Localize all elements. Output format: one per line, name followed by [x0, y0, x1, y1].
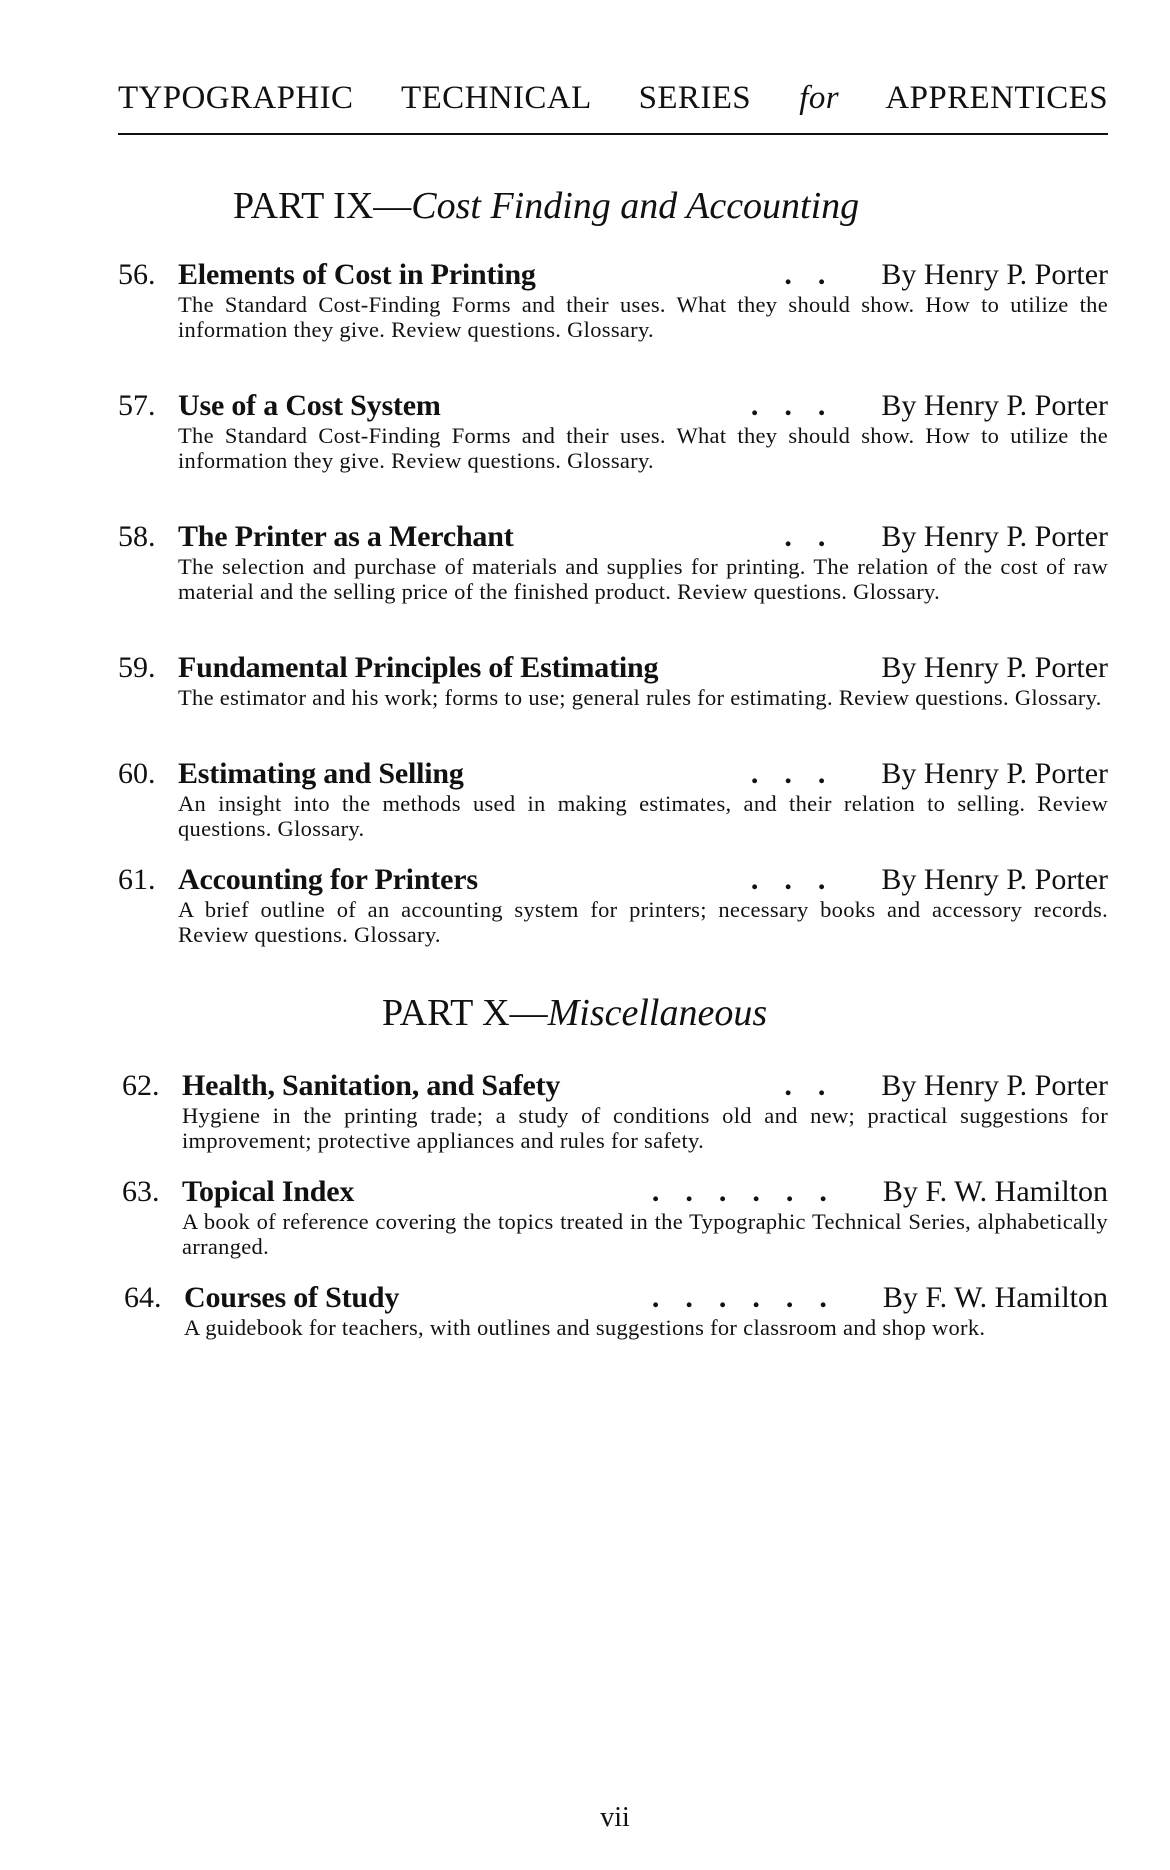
entry-57	[118, 389, 1108, 473]
leader-dots: ..	[784, 258, 852, 291]
entry-description: The Standard Cost-Finding Forms and their uses. What they should show. How to utilize the information they give. Review questions. Glossary.	[178, 423, 1108, 473]
leader-dots: ......	[651, 1175, 853, 1208]
entry-64	[124, 1281, 1108, 1340]
entry-author: By Henry P. Porter	[881, 1069, 1108, 1102]
entry-description: An insight into the methods used in making estimates, and their relation to selling. Review questions. Glossary.	[178, 791, 1108, 841]
part-x-heading	[382, 991, 767, 1035]
running-header	[118, 80, 1108, 117]
entry-number: 57.	[118, 389, 156, 422]
entry-number: 56.	[118, 258, 156, 291]
entry-62	[122, 1069, 1108, 1153]
entry-title: Use of a Cost System	[178, 389, 441, 422]
entry-author: By Henry P. Porter	[881, 389, 1108, 422]
header-rule	[118, 133, 1108, 135]
entry-description: A book of reference covering the topics treated in the Typographic Technical Series, alphabetically arranged.	[182, 1209, 1108, 1259]
entry-58	[118, 520, 1108, 604]
entry-number: 59.	[118, 651, 156, 684]
entry-author: By Henry P. Porter	[881, 520, 1108, 553]
entry-title: Health, Sanitation, and Safety	[182, 1069, 561, 1102]
leader-dots: ...	[750, 757, 852, 790]
entry-author: By Henry P. Porter	[881, 863, 1108, 896]
entry-description: The Standard Cost-Finding Forms and their uses. What they should show. How to utilize the information they give. Review questions. Glossary.	[178, 292, 1108, 342]
entry-number: 58.	[118, 520, 156, 553]
entry-description: A brief outline of an accounting system for printers; necessary books and accessory records. Review questions. Glossary.	[178, 897, 1108, 947]
entry-number: 64.	[124, 1281, 162, 1314]
entry-number: 60.	[118, 757, 156, 790]
entry-title: Estimating and Selling	[178, 757, 464, 790]
entry-title: Elements of Cost in Printing	[178, 258, 536, 291]
entry-description: Hygiene in the printing trade; a study of conditions old and new; practical suggestions for improvement; protective appliances and rules for safety.	[182, 1103, 1108, 1153]
part-ix-heading	[233, 184, 859, 228]
entry-title: Fundamental Principles of Estimating	[178, 651, 659, 684]
entry-author: By F. W. Hamilton	[882, 1175, 1108, 1208]
leader-dots: ..	[784, 1069, 852, 1102]
entry-author: By F. W. Hamilton	[882, 1281, 1108, 1314]
series-title-start: TYPOGRAPHIC TECHNICAL SERIES	[118, 80, 752, 116]
entry-title: Courses of Study	[184, 1281, 400, 1314]
page-number: vii	[600, 1802, 630, 1833]
series-title-end: APPRENTICES	[885, 80, 1108, 116]
entry-59	[118, 651, 1108, 710]
entry-title: Accounting for Printers	[178, 863, 478, 896]
part-x-label: PART X—	[382, 992, 548, 1034]
entry-63	[122, 1175, 1108, 1259]
entry-title: The Printer as a Merchant	[178, 520, 514, 553]
entry-description: The estimator and his work; forms to use; general rules for estimating. Review questions. Glossary.	[178, 685, 1102, 710]
leader-dots: ..	[784, 520, 852, 553]
entry-number: 62.	[122, 1069, 160, 1102]
part-ix-label: PART IX—	[233, 185, 412, 227]
entry-60	[118, 757, 1108, 841]
entry-description: A guidebook for teachers, with outlines and suggestions for classroom and shop work.	[184, 1315, 986, 1340]
part-x-subtitle: Miscellaneous	[547, 992, 768, 1034]
leader-dots: ......	[651, 1281, 853, 1314]
leader-dots: ...	[750, 863, 852, 896]
leader-dots: ...	[750, 389, 852, 422]
entry-author: By Henry P. Porter	[881, 651, 1108, 684]
entry-number: 61.	[118, 863, 156, 896]
series-title-for: for	[799, 80, 839, 116]
part-ix-subtitle: Cost Finding and Accounting	[411, 185, 860, 227]
entry-56	[118, 258, 1108, 342]
entry-description: The selection and purchase of materials and supplies for printing. The relation of the cost of raw material and the selling price of the finished product. Review questions. Glossary.	[178, 554, 1108, 604]
entry-author: By Henry P. Porter	[881, 757, 1108, 790]
entry-61	[118, 863, 1108, 947]
entry-title: Topical Index	[182, 1175, 355, 1208]
entry-author: By Henry P. Porter	[881, 258, 1108, 291]
entry-number: 63.	[122, 1175, 160, 1208]
